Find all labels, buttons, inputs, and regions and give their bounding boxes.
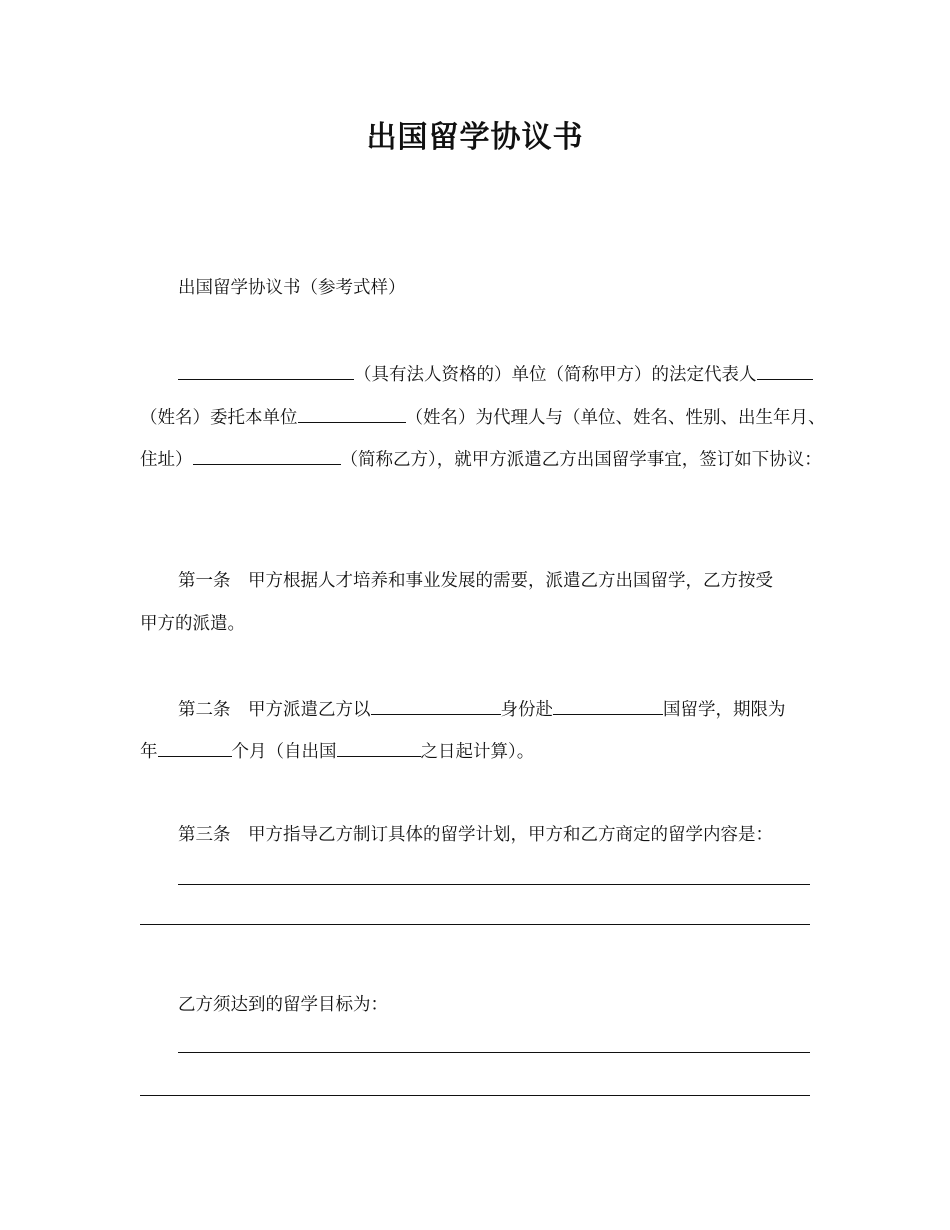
article-2-text-2c: 之日起计算）。 <box>420 742 535 762</box>
article-2-text-2a: 年 <box>140 742 158 762</box>
article-2-line-1 <box>178 696 786 722</box>
preamble-text-2a: （姓名）委托本单位 <box>140 408 298 428</box>
preamble-text-3a: 住址） <box>140 450 193 470</box>
article-2-text-2b: 个月（自出国 <box>231 742 337 762</box>
document-subtitle: 出国留学协议书（参考式样） <box>178 278 406 298</box>
article-1-line-1: 第一条 甲方根据人才培养和事业发展的需要，派遣乙方出国留学，乙方按受 <box>178 571 773 591</box>
preamble-line-2 <box>140 404 826 430</box>
legal-representative-blank[interactable] <box>757 361 813 380</box>
duration-months-blank[interactable] <box>158 738 232 757</box>
identity-blank[interactable] <box>371 696 501 715</box>
agent-name-blank[interactable] <box>298 404 406 423</box>
article-3-line-1: 第三条 甲方指导乙方制订具体的留学计划，甲方和乙方商定的留学内容是： <box>178 825 773 845</box>
article-2-line-2 <box>140 738 534 764</box>
party-b-blank[interactable] <box>193 446 341 465</box>
study-content-rule-1[interactable] <box>178 884 810 885</box>
article-2-text-1a: 第二条 甲方派遣乙方以 <box>178 700 371 720</box>
preamble-text-2b: （姓名）为代理人与（单位、姓名、性别、出生年月、 <box>405 408 826 428</box>
document-title: 出国留学协议书 <box>366 120 584 155</box>
preamble-line-1 <box>178 361 813 387</box>
preamble-text-1a: （具有法人资格的）单位（简称甲方）的法定代表人 <box>354 365 757 385</box>
preamble-line-3 <box>140 446 822 472</box>
article-2-text-1c: 国留学，期限为 <box>663 700 786 720</box>
unit-name-blank[interactable] <box>178 361 354 380</box>
study-goal-rule-1[interactable] <box>178 1052 810 1053</box>
departure-date-blank[interactable] <box>337 738 421 757</box>
preamble-text-3b: （简称乙方），就甲方派遣乙方出国留学事宜，签订如下协议： <box>340 450 822 470</box>
study-goal-label: 乙方须达到的留学目标为： <box>178 995 388 1015</box>
article-1-line-2: 甲方的派遣。 <box>140 614 245 634</box>
destination-country-blank[interactable] <box>553 696 663 715</box>
article-2-text-1b: 身份赴 <box>500 700 553 720</box>
study-content-rule-2[interactable] <box>140 924 810 925</box>
study-goal-rule-2[interactable] <box>140 1095 810 1096</box>
